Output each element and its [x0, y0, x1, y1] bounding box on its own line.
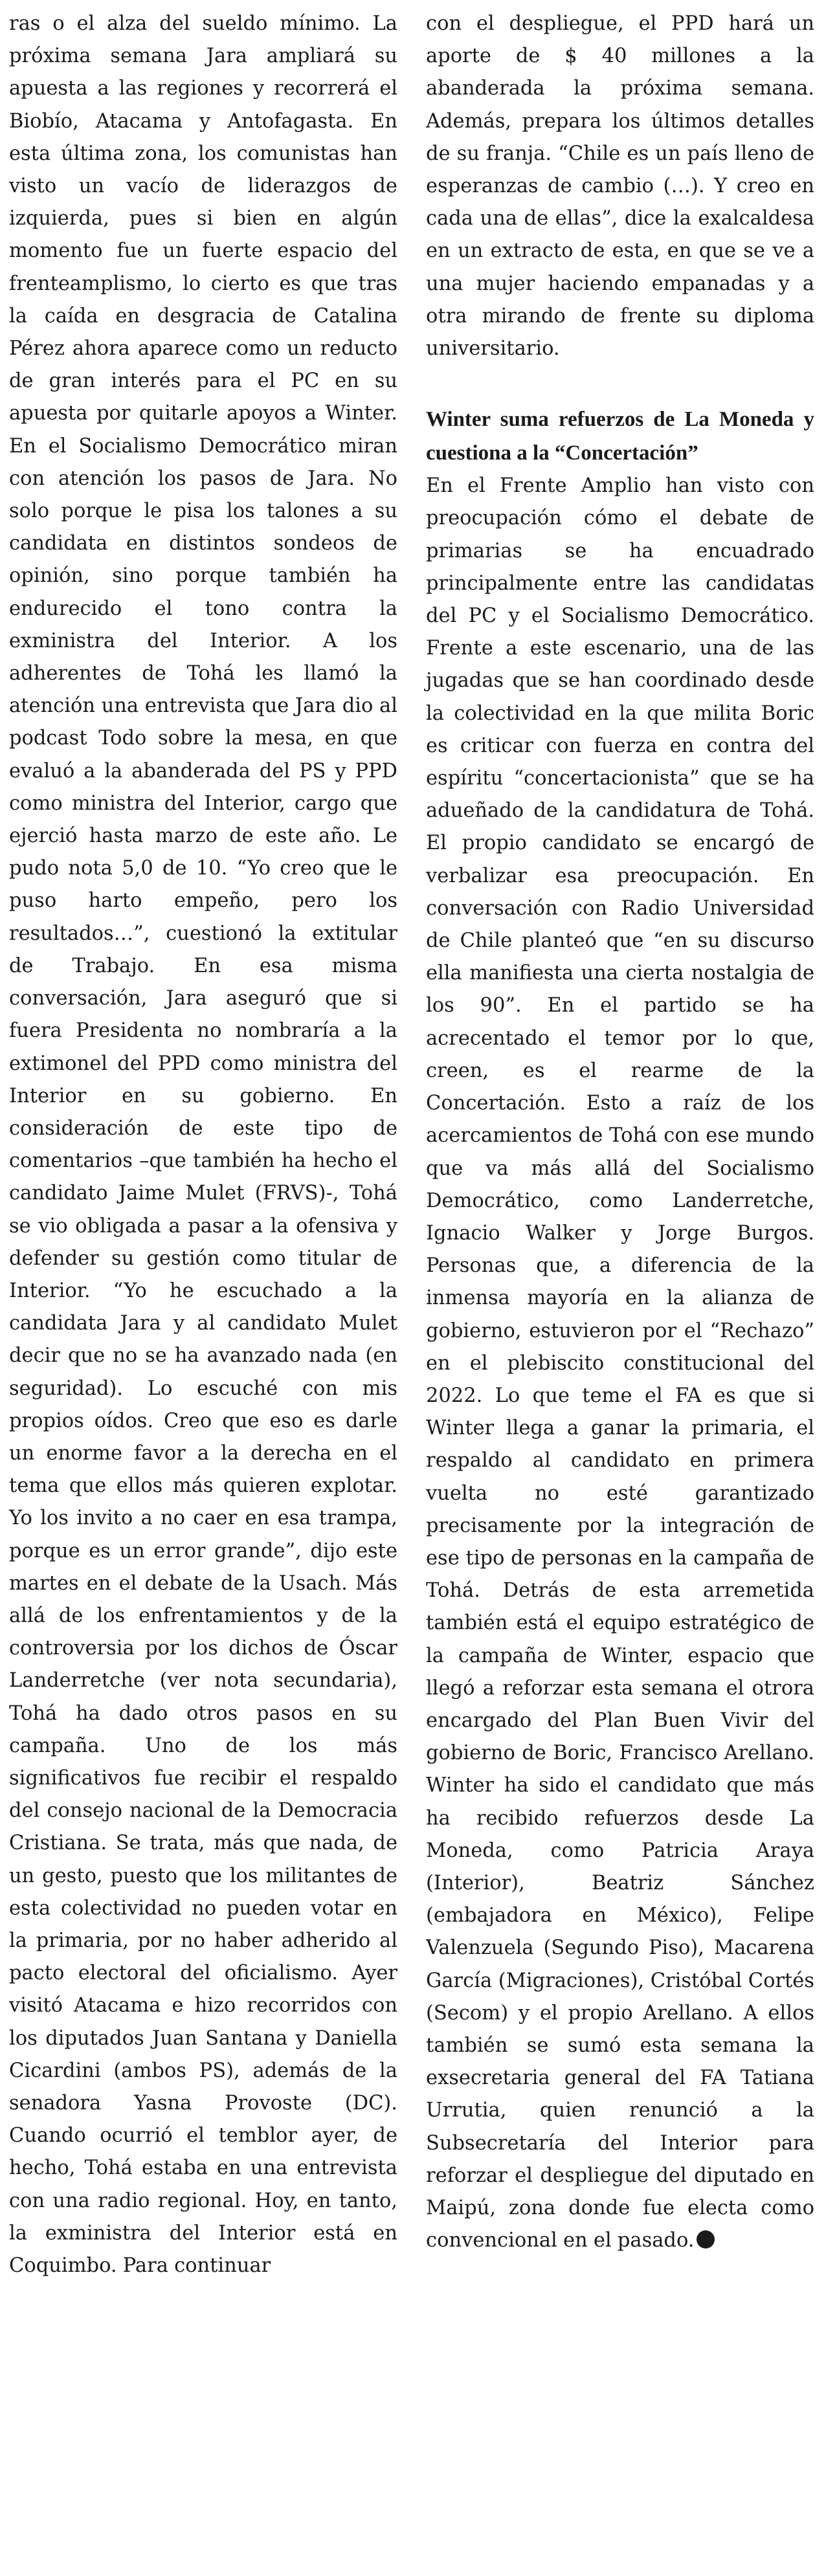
- left-column: [9, 8, 397, 2282]
- right-column-bottom-text: En el Frente Amplio han visto con preocupación cómo el debate de primarias se ha encuadrado principalmente entre las candidatas del PC y el Socialismo Democrático. Frente a este escenario, una de las jugadas que se han coordinado desde la colectividad en la que milita Boric es criticar con fuerza en contra del espíritu “concertacionista” que se ha adueñado de la candidatura de Tohá. El propio candidato se encargó de verbalizar esa preocupación. En conversación con Radio Universidad de Chile planteó que “en su discurso ella manifiesta una cierta nostalgia de los 90”. En el partido se ha acrecentado el temor por lo que, creen, es el rearme de la Concertación. Esto a raíz de los acercamientos de Tohá con ese mundo que va más allá del Socialismo Democrático, como Landerretche, Ignacio Walker y Jorge Burgos. Personas que, a diferencia de la inmensa mayoría en la alianza de gobierno, estuvieron por el “Rechazo” en el plebiscito constitucional del 2022. Lo que teme el FA es que si Winter llega a ganar la primaria, el respaldo al candidato en primera vuelta no esté garantizado precisamente por la integración de ese tipo de personas en la campaña de Tohá. Detrás de esta arremetida también está el equipo estratégico de la campaña de Winter, espacio que llegó a reforzar esta semana el otrora encargado del Plan Buen Vivir del gobierno de Boric, Francisco Arellano. Winter ha sido el candidato que más ha recibido refuerzos desde La Moneda, como Patricia Araya (Interior), Beatriz Sánchez (embajadora en México), Felipe Valenzuela (Segundo Piso), Macarena García (Migraciones), Cristóbal Cortés (Secom) y el propio Arellano. A ellos también se sumó esta semana la exsecretaria general del FA Tatiana Urrutia, quien renunció a la Subsecretaría del Interior para reforzar el despliegue del diputado en Maipú, zona donde fue electa como convencional en el pasado.: [426, 474, 814, 2252]
- right-column: [426, 8, 814, 2257]
- end-of-article-icon: [697, 2230, 715, 2248]
- left-column-body-text: ras o el alza del sueldo mínimo. La próxima semana Jara ampliará su apuesta a las regiones y recorrerá el Biobío, Atacama y Antofagasta. En esta última zona, los comunistas han visto un vacío de liderazgos de izquierda, pues si bien en algún momento fue un fuerte espacio del frenteamplismo, lo cierto es que tras la caída en desgracia de Catalina Pérez ahora aparece como un reducto de gran interés para el PC en su apuesta por quitarle apoyos a Winter. En el Socialismo Democrático miran con atención los pasos de Jara. No solo porque le pisa los talones a su candidata en distintos sondeos de opinión, sino porque también ha endurecido el tono contra la exministra del Interior. A los adherentes de Tohá les llamó la atención una entrevista que Jara dio al podcast Todo sobre la mesa, en que evaluó a la abanderada del PS y PPD como ministra del Interior, cargo que ejerció hasta marzo de este año. Le pudo nota 5,0 de 10. “Yo creo que le puso harto empeño, pero los resultados…”, cuestionó la extitular de Trabajo. En esa misma conversación, Jara aseguró que si fuera Presidenta no nombraría a la extimonel del PPD como ministra del Interior en su gobierno. En consideración de este tipo de comentarios –que también ha hecho el candidato Jaime Mulet (FRVS)-, Tohá se vio obligada a pasar a la ofensiva y defender su gestión como titular de Interior. “Yo he escuchado a la candidata Jara y al candidato Mulet decir que no se ha avanzado nada (en seguridad). Lo escuché con mis propios oídos. Creo que eso es darle un enorme favor a la derecha en el tema que ellos más quieren explotar. Yo los invito a no caer en esa trampa, porque es un error grande”, dijo este martes en el debate de la Usach. Más allá de los enfrentamientos y de la controversia por los dichos de Óscar Landerretche (ver nota secundaria), Tohá ha dado otros pasos en su campaña. Uno de los más significativos fue recibir el respaldo del consejo nacional de la Democracia Cristiana. Se trata, más que nada, de un gesto, puesto que los militantes de esta colectividad no pueden votar en la primaria, por no haber adherido al pacto electoral del oficialismo. Ayer visitó Atacama e hizo recorridos con los diputados Juan Santana y Daniella Cicardini (ambos PS), además de la senadora Yasna Provoste (DC). Cuando ocurrió el temblor ayer, de hecho, Tohá estaba en una entrevista con una radio regional. Hoy, en tanto, la exministra del Interior está en Coquimbo. Para continuar: [9, 12, 397, 2278]
- right-column-bottom-body-text: [426, 470, 814, 2257]
- section-heading: Winter suma refuerzos de La Moneda y cuestiona a la “Concertación”: [426, 408, 814, 465]
- right-column-top-body-text: con el despliegue, el PPD hará un aporte de $ 40 millones a la abanderada la próxima semana. Además, prepara los últimos detalles de su franja. “Chile es un país lleno de esperanzas de cambio (…). Y creo en cada una de ellas”, dice la exalcaldesa en un extracto de esta, en que se ve a una mujer haciendo empanadas y a otra mirando de frente su diploma universitario.: [426, 12, 814, 361]
